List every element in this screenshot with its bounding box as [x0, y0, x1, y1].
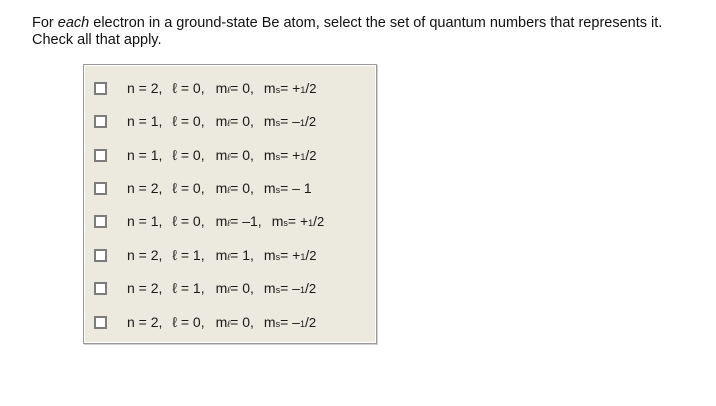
- question-text-start: For: [32, 15, 58, 31]
- ml-subscript: ℓ: [227, 185, 231, 195]
- ml-value: = 0,: [230, 147, 254, 163]
- ms-subscript: s: [275, 319, 281, 329]
- option-7-checkbox[interactable]: [94, 282, 107, 295]
- ms-value: = –: [280, 280, 300, 296]
- ms-value: = +: [280, 80, 301, 96]
- fraction-numerator: 1: [308, 218, 314, 228]
- fraction-denominator: 2: [309, 148, 317, 163]
- ms-value: = +: [280, 247, 301, 263]
- ms-subscript: s: [275, 185, 281, 195]
- fraction-slash: /: [304, 314, 309, 330]
- option-3[interactable]: [94, 144, 364, 166]
- option-4-checkbox[interactable]: [94, 182, 107, 195]
- option-4[interactable]: [94, 177, 364, 199]
- ms-value: = +: [287, 213, 309, 229]
- ml-symbol: m: [215, 280, 228, 296]
- option-6[interactable]: [94, 244, 364, 266]
- ml-symbol: m: [215, 314, 228, 330]
- l-value: ℓ = 1,: [172, 247, 205, 263]
- ms-value: = –: [280, 113, 300, 129]
- option-5-checkbox[interactable]: [94, 215, 107, 228]
- ms-subscript: s: [275, 85, 281, 95]
- ml-value: = 0,: [230, 280, 254, 296]
- fraction-numerator: 1: [299, 319, 305, 329]
- option-3-label: [127, 147, 316, 163]
- ml-value: = 1,: [230, 247, 254, 263]
- l-value: ℓ = 0,: [172, 113, 205, 129]
- fraction-slash: /: [305, 247, 310, 263]
- ms-value: = +: [280, 147, 301, 163]
- fraction-slash: /: [313, 213, 318, 229]
- ms-symbol: m: [263, 280, 276, 296]
- option-1[interactable]: [94, 77, 364, 99]
- ms-subscript: s: [275, 152, 281, 162]
- question-emphasis: each: [57, 15, 90, 31]
- ms-subscript: s: [275, 252, 281, 262]
- n-value: n = 2,: [127, 80, 163, 96]
- fraction-numerator: 1: [300, 252, 306, 262]
- option-1-checkbox[interactable]: [94, 82, 107, 95]
- l-value: ℓ = 0,: [172, 180, 205, 196]
- n-value: n = 2,: [127, 280, 163, 296]
- ml-subscript: ℓ: [227, 152, 231, 162]
- option-7[interactable]: [94, 277, 364, 299]
- ms-symbol: m: [263, 80, 276, 96]
- ml-value: = 0,: [230, 180, 254, 196]
- fraction-slash: /: [304, 280, 309, 296]
- ms-value: = –: [280, 314, 300, 330]
- ms-symbol: m: [271, 213, 284, 229]
- n-value: n = 1,: [127, 213, 163, 229]
- option-2-checkbox[interactable]: [94, 115, 107, 128]
- ms-value: = – 1: [280, 180, 312, 196]
- n-value: n = 2,: [127, 247, 163, 263]
- ml-value: = 0,: [230, 113, 254, 129]
- question-text-end: electron in a ground-state Be atom, select the set of quantum numbers that represents it. Check all that apply.: [32, 15, 663, 48]
- l-value: ℓ = 0,: [172, 213, 205, 229]
- ms-symbol: m: [263, 180, 276, 196]
- option-8-label: [127, 314, 316, 330]
- option-8[interactable]: [94, 311, 364, 333]
- ml-symbol: m: [215, 80, 228, 96]
- ml-subscript: ℓ: [227, 85, 231, 95]
- l-value: ℓ = 1,: [172, 280, 205, 296]
- n-value: n = 2,: [127, 314, 163, 330]
- fraction-slash: /: [304, 113, 309, 129]
- option-7-label: [127, 280, 316, 296]
- ms-symbol: m: [263, 113, 276, 129]
- question-prompt: [32, 15, 702, 49]
- option-2-label: [127, 113, 316, 129]
- option-5-label: [127, 213, 324, 229]
- ml-symbol: m: [215, 247, 228, 263]
- ml-symbol: m: [215, 113, 228, 129]
- option-5[interactable]: [94, 210, 364, 232]
- fraction-numerator: 1: [299, 118, 305, 128]
- option-3-checkbox[interactable]: [94, 149, 107, 162]
- fraction-denominator: 2: [317, 214, 325, 229]
- l-value: ℓ = 0,: [172, 147, 205, 163]
- l-value: ℓ = 0,: [172, 80, 205, 96]
- ml-subscript: ℓ: [227, 252, 231, 262]
- option-1-label: [127, 80, 316, 96]
- ml-value: = 0,: [230, 80, 254, 96]
- option-6-label: [127, 247, 316, 263]
- ms-subscript: s: [283, 218, 288, 228]
- fraction-denominator: 2: [308, 315, 317, 330]
- option-2[interactable]: [94, 110, 364, 132]
- n-value: n = 2,: [127, 180, 163, 196]
- option-6-checkbox[interactable]: [94, 249, 107, 262]
- ml-value: = –1,: [230, 213, 262, 229]
- ml-value: = 0,: [230, 314, 254, 330]
- fraction-denominator: 2: [309, 81, 317, 96]
- ml-subscript: ℓ: [227, 285, 231, 295]
- fraction-slash: /: [305, 147, 310, 163]
- ms-symbol: m: [263, 247, 276, 263]
- ms-symbol: m: [263, 314, 276, 330]
- l-value: ℓ = 0,: [172, 314, 205, 330]
- ml-symbol: m: [215, 147, 228, 163]
- fraction-denominator: 2: [308, 281, 317, 296]
- ml-symbol: m: [215, 180, 228, 196]
- fraction-numerator: 1: [299, 285, 305, 295]
- fraction-denominator: 2: [308, 114, 317, 129]
- ml-subscript: ℓ: [227, 319, 231, 329]
- fraction-numerator: 1: [300, 85, 306, 95]
- answer-options-panel: [83, 64, 377, 344]
- ml-subscript: ℓ: [227, 118, 231, 128]
- ms-subscript: s: [275, 285, 281, 295]
- ms-subscript: s: [275, 118, 281, 128]
- ml-symbol: m: [215, 213, 228, 229]
- option-4-label: [127, 180, 312, 196]
- n-value: n = 1,: [127, 113, 163, 129]
- ms-symbol: m: [263, 147, 276, 163]
- option-8-checkbox[interactable]: [94, 316, 107, 329]
- fraction-slash: /: [305, 80, 310, 96]
- fraction-denominator: 2: [309, 248, 317, 263]
- n-value: n = 1,: [127, 147, 163, 163]
- ml-subscript: ℓ: [227, 218, 231, 228]
- fraction-numerator: 1: [300, 152, 306, 162]
